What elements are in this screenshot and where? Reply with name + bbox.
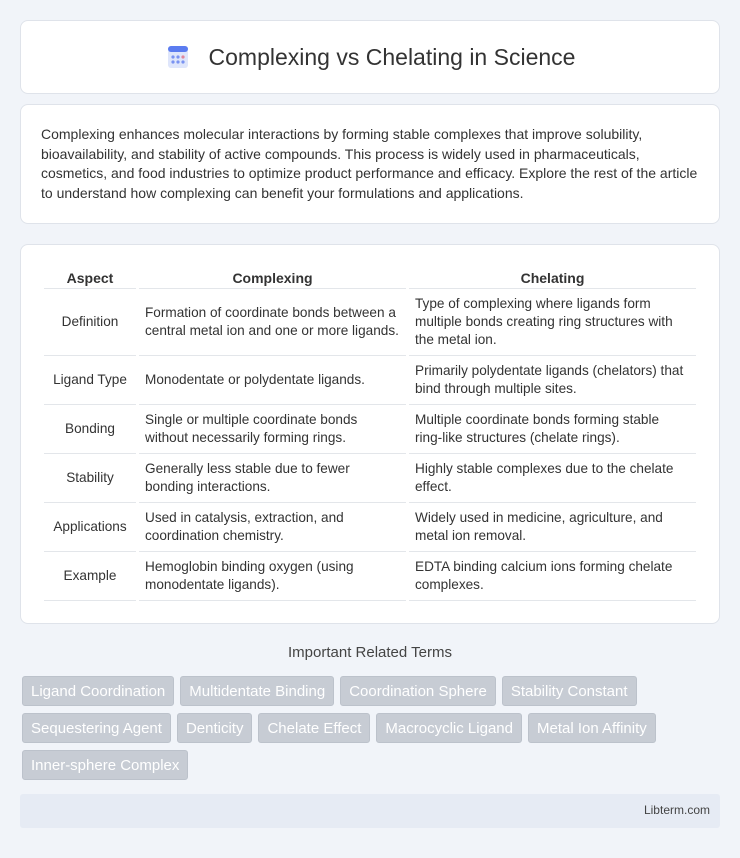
- table-row: [44, 552, 696, 601]
- row-complexing: Hemoglobin binding oxygen (using monodentate ligands).: [139, 552, 406, 601]
- table-header-row: [44, 265, 696, 289]
- row-chelating: Type of complexing where ligands form multiple bonds creating ring structures with the metal ion.: [409, 289, 696, 356]
- page-title: Complexing vs Chelating in Science: [208, 43, 576, 70]
- intro-text: Complexing enhances molecular interactions by forming stable complexes that improve solubility, bioavailability, and stability of active compounds. This process is widely used in pharmaceuticals, cosmetics, and food industries to optimize product performance and efficacy. Explore the rest of the article to understand how complexing can benefit your formulations and applications.: [41, 126, 698, 201]
- row-chelating: Multiple coordinate bonds forming stable ring-like structures (chelate rings).: [409, 405, 696, 454]
- term-tag[interactable]: Sequestering Agent: [22, 713, 171, 743]
- row-complexing: Monodentate or polydentate ligands.: [139, 356, 406, 405]
- intro-card: [20, 104, 720, 224]
- table-row: [44, 289, 696, 356]
- comparison-table: [41, 265, 699, 601]
- term-tag[interactable]: Inner-sphere Complex: [22, 750, 188, 780]
- footer: [20, 794, 720, 828]
- term-tag[interactable]: Ligand Coordination: [22, 676, 174, 706]
- row-complexing: Generally less stable due to fewer bonding interactions.: [139, 454, 406, 503]
- row-complexing: Single or multiple coordinate bonds without necessarily forming rings.: [139, 405, 406, 454]
- table-row: [44, 454, 696, 503]
- header-complexing: Complexing: [139, 265, 406, 289]
- related-terms-list: [22, 676, 722, 780]
- table-row: [44, 503, 696, 552]
- header-card: [20, 20, 720, 94]
- row-aspect: Stability: [44, 454, 136, 503]
- row-aspect: Applications: [44, 503, 136, 552]
- row-complexing: Formation of coordinate bonds between a central metal ion and one or more ligands.: [139, 289, 406, 356]
- row-chelating: EDTA binding calcium ions forming chelate complexes.: [409, 552, 696, 601]
- term-tag[interactable]: Metal Ion Affinity: [528, 713, 656, 743]
- table-row: [44, 405, 696, 454]
- row-chelating: Widely used in medicine, agriculture, and metal ion removal.: [409, 503, 696, 552]
- comparison-card: [20, 244, 720, 624]
- term-tag[interactable]: Stability Constant: [502, 676, 637, 706]
- row-aspect: Example: [44, 552, 136, 601]
- related-terms-title: Important Related Terms: [288, 644, 452, 661]
- row-aspect: Ligand Type: [44, 356, 136, 405]
- term-tag[interactable]: Coordination Sphere: [340, 676, 496, 706]
- header-chelating: Chelating: [409, 265, 696, 289]
- footer-site[interactable]: Libterm.com: [643, 803, 710, 817]
- row-chelating: Primarily polydentate ligands (chelators) that bind through multiple sites.: [409, 356, 696, 405]
- row-aspect: Definition: [44, 289, 136, 356]
- term-tag[interactable]: Multidentate Binding: [180, 676, 334, 706]
- row-complexing: Used in catalysis, extraction, and coordination chemistry.: [139, 503, 406, 552]
- table-row: [44, 356, 696, 405]
- term-tag[interactable]: Macrocyclic Ligand: [376, 713, 522, 743]
- calculator-icon: [165, 44, 191, 70]
- term-tag[interactable]: Denticity: [177, 713, 253, 743]
- header-aspect: Aspect: [44, 265, 136, 289]
- row-aspect: Bonding: [44, 405, 136, 454]
- row-chelating: Highly stable complexes due to the chelate effect.: [409, 454, 696, 503]
- term-tag[interactable]: Chelate Effect: [258, 713, 370, 743]
